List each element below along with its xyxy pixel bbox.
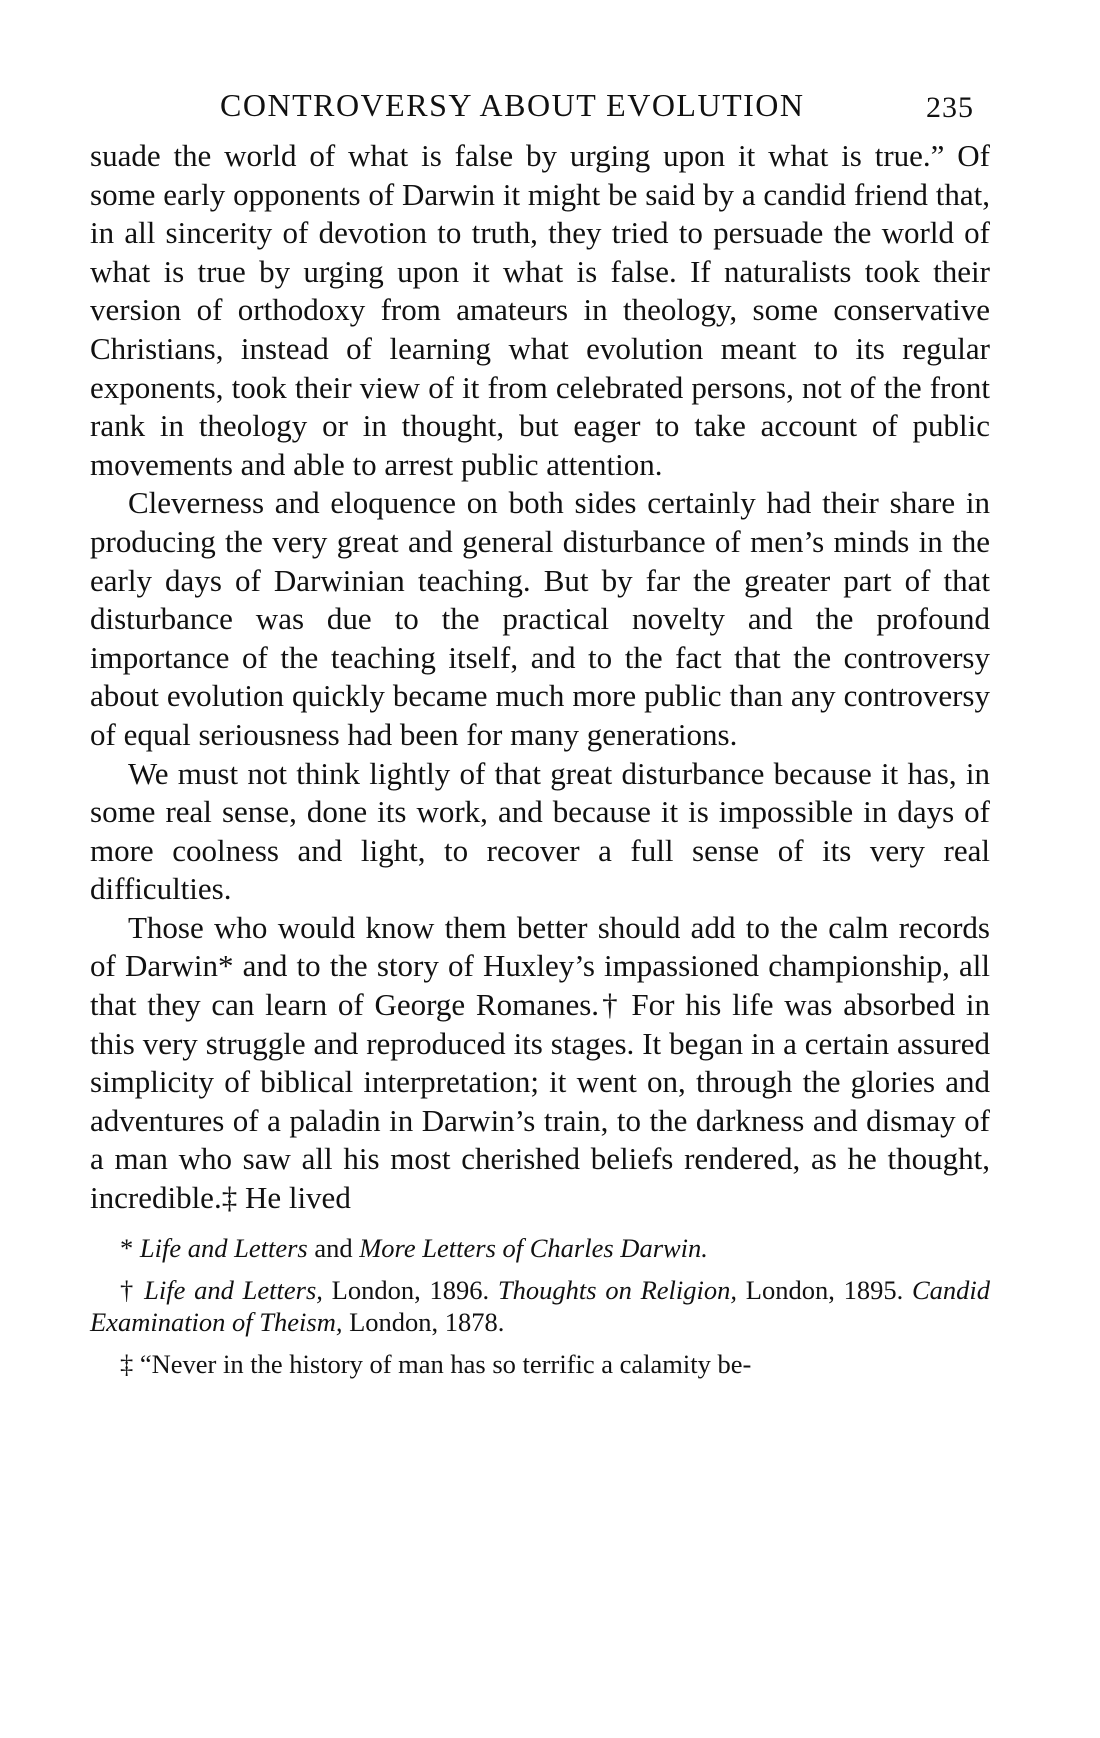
body-text	[90, 137, 990, 1218]
footnote-asterisk	[90, 1232, 990, 1264]
footnote-text: and	[307, 1232, 360, 1263]
footnote-mark: †	[120, 1274, 145, 1305]
footnote-title: Life and Letters	[139, 1232, 308, 1263]
paragraph-continued: suade the world of what is false by urging upon it what is true.” Of some early opponents of Darwin it might be said by a candid friend that, in all sincerity of devotion to truth, they tried to persuade the world of what is true by urging upon it what is false. If naturalists took their version of orthodoxy from amateurs in theology, some conservative Christians, instead of learning what evolution meant to its regular exponents, took their view of it from celebrated persons, not of the front rank in theology or in thought, but eager to take account of public movements and able to arrest public attention.	[90, 138, 990, 482]
page-number: 235	[926, 91, 974, 124]
running-head	[90, 75, 990, 135]
paragraph: Those who would know them better should add to the calm records of Darwin* and to the story of Huxley’s impassioned championship, all that they can learn of George Romanes.† For his life was absorbed in this very struggle and reproduced its stages. It began in a certain assured simplicity of biblical interpretation; it went on, through the glories and adventures of a paladin in Darwin’s train, to the darkness and dismay of a man who saw all his most cherished beliefs rendered, as he thought, incredible.‡ He lived	[90, 909, 990, 1216]
book-page	[90, 75, 990, 1390]
footnote-mark: ‡	[120, 1348, 140, 1379]
paragraph: We must not think lightly of that great disturbance because it has, in some real sense, done its work, and because it is impossible in days of more coolness and light, to recover a full sense of its very real difficulties.	[90, 755, 990, 907]
footnote-title: More Letters of Charles Darwin.	[359, 1232, 708, 1263]
footnotes	[90, 1232, 990, 1380]
footnote-dagger	[90, 1274, 990, 1338]
footnote-text: London, 1896.	[322, 1274, 498, 1305]
footnote-title: Thoughts on Religion,	[497, 1274, 737, 1305]
footnote-text: London, 1878.	[342, 1306, 505, 1337]
footnote-title: Life and Letters,	[144, 1274, 323, 1305]
footnote-text: London, 1895.	[737, 1274, 912, 1305]
footnote-mark: *	[120, 1232, 140, 1263]
paragraph: Cleverness and eloquence on both sides certainly had their share in producing the very great and general disturbance of men’s minds in the early days of Darwinian teaching. But by far the greater part of that disturbance was due to the practical novelty and the profound importance of the teaching itself, and to the fact that the controversy about evolution quickly became much more public than any controversy of equal seriousness had been for many generations.	[90, 485, 990, 752]
running-title: CONTROVERSY ABOUT EVOLUTION	[220, 87, 805, 123]
footnote-double-dagger	[90, 1348, 990, 1380]
footnote-text: “Never in the history of man has so terrific a calamity be-	[139, 1348, 752, 1379]
footnote-title: Candid Examination of Theism,	[90, 1274, 991, 1337]
